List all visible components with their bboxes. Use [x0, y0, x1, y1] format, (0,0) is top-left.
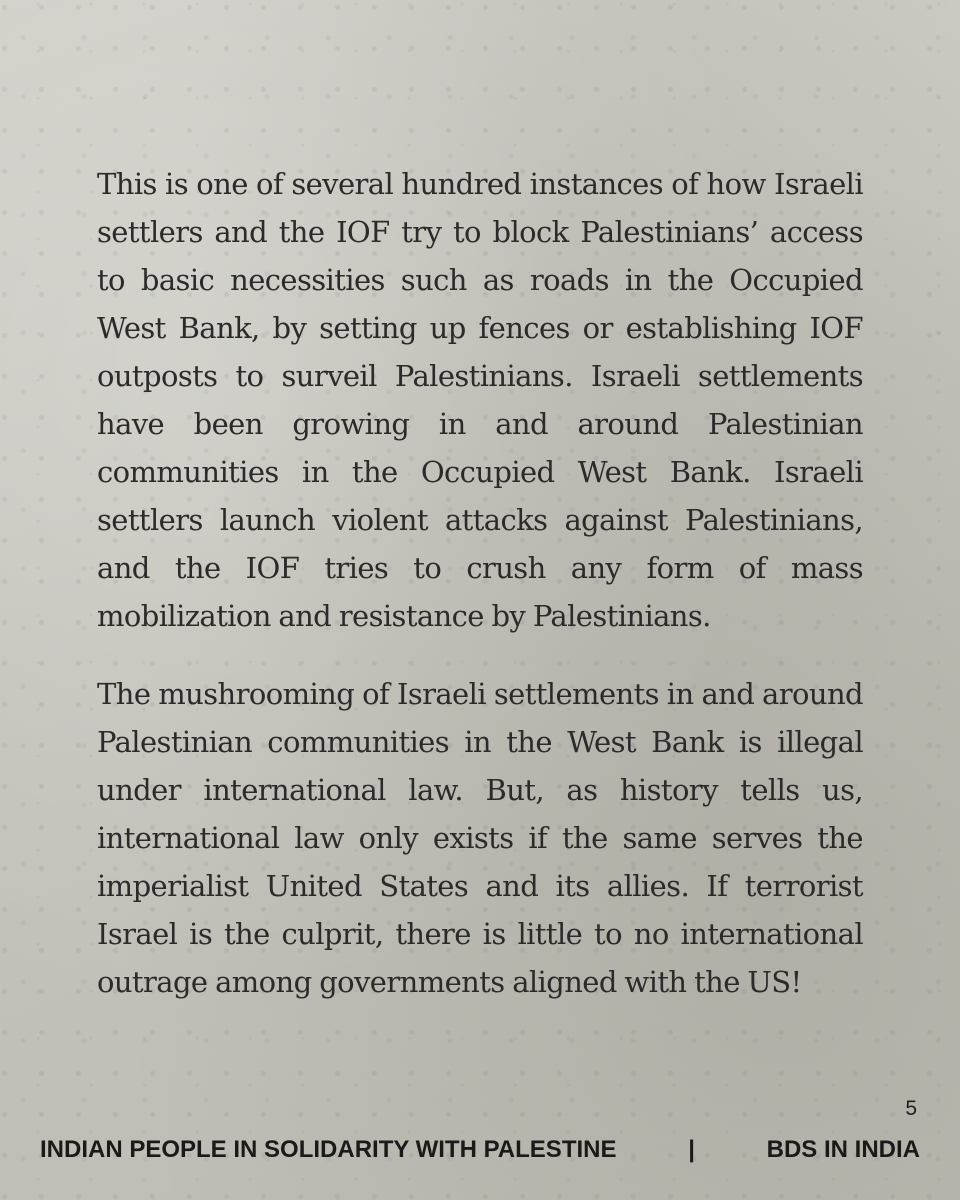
- paragraph: This is one of several hundred instances of how Israeli settlers and the IOF try to block Palestinians’ access to basic necessities such as roads in the Occupied West Bank, by setting up fences or establishing IOF outposts to surveil Palestinians. Israeli settlements have been growing in and around Palestinian communities in the Occupied West Bank. Israeli settlers launch violent attacks against Palestinians, and the IOF tries to crush any form of mass mobilization and resistance by Palestinians.: [97, 167, 863, 633]
- page-number: 5: [905, 1097, 917, 1120]
- footer: [40, 1136, 920, 1164]
- footer-separator: |: [688, 1136, 695, 1163]
- paragraph: The mushrooming of Israeli settlements in and around Palestinian communities in the West Bank is illegal under international law. But, as history tells us, international law only exists if the same serves the imperialist United States and its allies. If terrorist Israel is the culprit, there is little to no international outrage among governments aligned with the US!: [97, 677, 863, 999]
- footer-campaign: BDS IN INDIA: [766, 1136, 920, 1163]
- footer-organization: INDIAN PEOPLE IN SOLIDARITY WITH PALESTINE: [40, 1136, 617, 1163]
- body-text: [97, 160, 863, 1006]
